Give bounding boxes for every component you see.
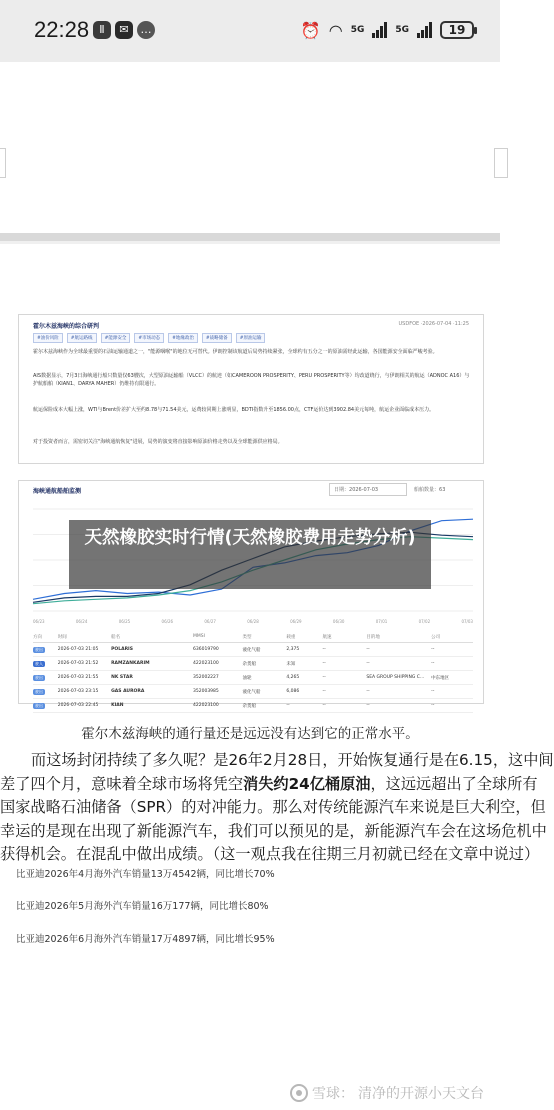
cell-mmsi: 352003985 — [193, 689, 219, 694]
table-row[interactable] — [33, 685, 473, 699]
para-line: 获得机会。在混乱中做出成绩。（这一观点我在往期三月初就已经在文章中说过） — [0, 845, 540, 863]
tag[interactable]: #航运路线 — [67, 333, 97, 343]
status-indicators — [301, 18, 474, 42]
notification-icon: Ⅱ — [93, 21, 111, 39]
sales-line: 比亚迪2026年6月海外汽车销量17万4897辆，同比增长95% — [16, 934, 275, 945]
tag[interactable]: #战略储备 — [202, 333, 232, 343]
section-divider-shadow — [0, 241, 500, 244]
image-caption: 霍尔木兹海峡的通行量还是远远没有达到它的正常水平。 — [81, 726, 419, 742]
cell-company: -- — [431, 647, 435, 652]
cell-time: 2026-07-03 23:15 — [57, 689, 99, 694]
cell-name: RAMZANKARIM — [111, 661, 150, 666]
direction-badge: 驶出 — [35, 646, 43, 652]
battery-level: 19 — [448, 23, 466, 37]
para-line: 而这场封闭持续了多久呢？是26年2月28日，开始恢复通行是在6.15，这中间 — [31, 751, 554, 769]
tag[interactable]: #能源安全 — [101, 333, 131, 343]
cell-company: -- — [431, 703, 435, 708]
para-line: 差了四个月，意味着全球市场将凭空消失约24亿桶原油，这远远超出了全球所有 — [0, 774, 538, 793]
x-tick: 06/27 — [204, 619, 216, 624]
cell-dest: -- — [366, 689, 370, 694]
alarm-icon: ⏰ — [300, 20, 321, 40]
battery-icon — [440, 21, 474, 39]
article-paragraph: 霍尔木兹海峡作为全球最重要的石油运输通道之一，"能源咽喉"的地位无可替代。伊朗控制该航道后局势持续紧张，全球约有五分之一的原油需经此运输，各国能源安全面临严峻考验。 — [33, 349, 438, 355]
monitor-title: 海峡通航船舶监测 — [33, 488, 82, 495]
cell-company: -- — [431, 661, 435, 666]
article-paragraph: 航运保险成本大幅上涨，WTI与Brent价差扩大至约8.78与71.54美元，运费较同期上涨明显，BDTI指数升至1856.00点，CTF运价达到3902.84美元每吨，航运企业面临成本压力。 — [33, 407, 435, 413]
headline-text: 天然橡胶实时行情(天然橡胶费用走势分析) — [84, 528, 416, 548]
cell-dir — [33, 661, 58, 667]
date-label: 日期：2026-07-03 — [334, 487, 379, 493]
watermark-author: 清净的开源小天文台 — [358, 1086, 484, 1102]
direction-badge: 驶出 — [35, 688, 43, 694]
messages-icon: … — [137, 21, 155, 39]
watermark — [290, 1083, 484, 1103]
cell-dest: -- — [366, 661, 370, 666]
cell-dest: SEA GROUP SHIPPING C... — [366, 675, 425, 680]
cell-dwt: 4,265 — [286, 675, 300, 680]
cell-mmsi: 636019790 — [193, 647, 219, 652]
cell-name: POLARIS — [111, 647, 133, 652]
cell-type: 液化气船 — [242, 689, 261, 695]
highlight-text: 消失约24亿桶原油 — [243, 774, 371, 793]
cell-name: KIAN — [111, 703, 124, 708]
x-tick: 06/25 — [118, 619, 131, 624]
chart-x-axis — [33, 619, 473, 624]
cell-dwt: 6,086 — [286, 689, 300, 694]
article-meta: USDFOE ·2026-07-04 ·11:25 — [398, 321, 469, 327]
signal-bars-2-icon — [417, 22, 432, 38]
monitor-screenshot — [18, 480, 484, 709]
direction-badge: 驶出 — [35, 702, 43, 708]
tag[interactable]: #地缘政治 — [168, 333, 198, 343]
x-tick: 06/23 — [33, 619, 45, 624]
cell-dir — [33, 647, 58, 653]
cell-dwt: 2,375 — [286, 647, 300, 652]
cell-speed: -- — [322, 689, 326, 694]
x-tick: 06/26 — [161, 619, 174, 624]
cell-dest: -- — [366, 703, 370, 708]
network-type-2: 5G — [395, 24, 409, 35]
cell-name: NK STAR — [111, 675, 133, 680]
cell-time: 2026-07-03 21:05 — [57, 647, 99, 652]
article-paragraph: 对于投资者而言，需密切关注"海峡通航恢复"进展，局势的演变将直接影响原油价格走势以及全球能源供应格局。 — [33, 439, 283, 445]
wifi-icon: ◠ — [328, 20, 343, 40]
cell-dwt: 未知 — [286, 661, 296, 667]
x-tick: 07/01 — [375, 619, 388, 624]
x-tick: 06/24 — [75, 619, 88, 624]
table-row[interactable] — [33, 657, 473, 671]
cell-dest: -- — [366, 647, 370, 652]
table-row[interactable] — [33, 671, 473, 685]
cell-dwt: -- — [286, 703, 290, 708]
cell-time: 2026-07-03 21:55 — [57, 675, 99, 680]
network-type-1: 5G — [350, 24, 365, 35]
para-line: 国家战略石油储备（SPR）的对冲能力。那么对传统能源汽车来说是巨大利空，但 — [0, 798, 546, 816]
cell-type: 油轮 — [242, 675, 252, 681]
x-tick: 07/03 — [461, 619, 473, 624]
tag-row — [33, 333, 265, 343]
signal-bars-1-icon — [372, 22, 387, 38]
cell-speed: -- — [322, 703, 326, 708]
cell-mmsi: 422023100 — [193, 703, 219, 708]
left-scroll-mark — [0, 148, 6, 178]
cell-dir — [33, 675, 58, 681]
cell-company: 中东地区 — [431, 675, 450, 681]
cell-time: 2026-07-03 22:45 — [57, 703, 99, 708]
tag[interactable]: #油价风险 — [33, 333, 63, 343]
sales-line: 比亚迪2026年4月海外汽车销量13万4542辆，同比增长70% — [16, 869, 275, 880]
sales-line: 比亚迪2026年5月海外汽车销量16万177辆，同比增长80% — [16, 901, 269, 912]
snowball-logo-icon — [290, 1084, 308, 1102]
table-header: 方向 时间 船名 MMSI 类型 载重 航速 目的地 公司 — [33, 631, 473, 643]
cell-speed: -- — [322, 661, 326, 666]
cell-type: 液化气船 — [242, 647, 261, 653]
status-time: 22:28 — [34, 17, 90, 42]
x-tick: 06/28 — [247, 619, 259, 624]
table-row[interactable] — [33, 699, 473, 713]
right-scroll-mark — [494, 148, 508, 178]
x-tick: 06/29 — [290, 619, 302, 624]
wechat-icon: ✉ — [115, 21, 133, 39]
cell-speed: -- — [322, 647, 326, 652]
tag[interactable]: #市场动态 — [134, 333, 164, 343]
status-bar — [0, 0, 500, 62]
body-paragraph — [0, 749, 554, 867]
article-screenshot — [18, 314, 484, 464]
cell-company: -- — [431, 689, 435, 694]
watermark-brand: 雪球： — [312, 1086, 354, 1102]
cell-name: GAS AURORA — [111, 689, 145, 694]
cell-time: 2026-07-03 21:52 — [57, 661, 99, 666]
tag[interactable]: #原油运输 — [236, 333, 266, 343]
direction-badge: 驶入 — [35, 660, 43, 666]
x-tick: 07/02 — [418, 619, 431, 624]
cell-mmsi: 352002227 — [193, 675, 219, 680]
table-row[interactable] — [33, 643, 473, 657]
cell-type: 杂货船 — [242, 661, 257, 667]
article-paragraph: AIS数据显示，7月3日海峡通行船只数量仅63艘次，大型原油运输船（VLCC）的航迹（如CAMEROON PROSPERITY、PERU PROSPERITY等）均改道绕行，与伊朗相关的航运（ADNOC A16）与护航船舶（KIAN1、DARYA MAHER）仍维持有限通行。 — [33, 373, 470, 387]
direction-badge: 驶出 — [35, 674, 43, 680]
cell-speed: -- — [322, 675, 326, 680]
ship-table — [33, 631, 473, 713]
section-divider — [0, 233, 500, 241]
count-label: 船舶数量：63 — [414, 487, 446, 493]
para-line: 幸运的是现在出现了新能源汽车，我们可以预见的是，新能源汽车会在这场危机中 — [0, 821, 547, 840]
cell-dir — [33, 689, 58, 695]
article-title: 霍尔木兹海峡的综合研判 — [33, 323, 100, 330]
cell-dir — [33, 703, 58, 709]
cell-type: 杂货船 — [242, 703, 257, 709]
x-tick: 06/30 — [332, 619, 345, 624]
cell-mmsi: 422023100 — [193, 661, 219, 666]
